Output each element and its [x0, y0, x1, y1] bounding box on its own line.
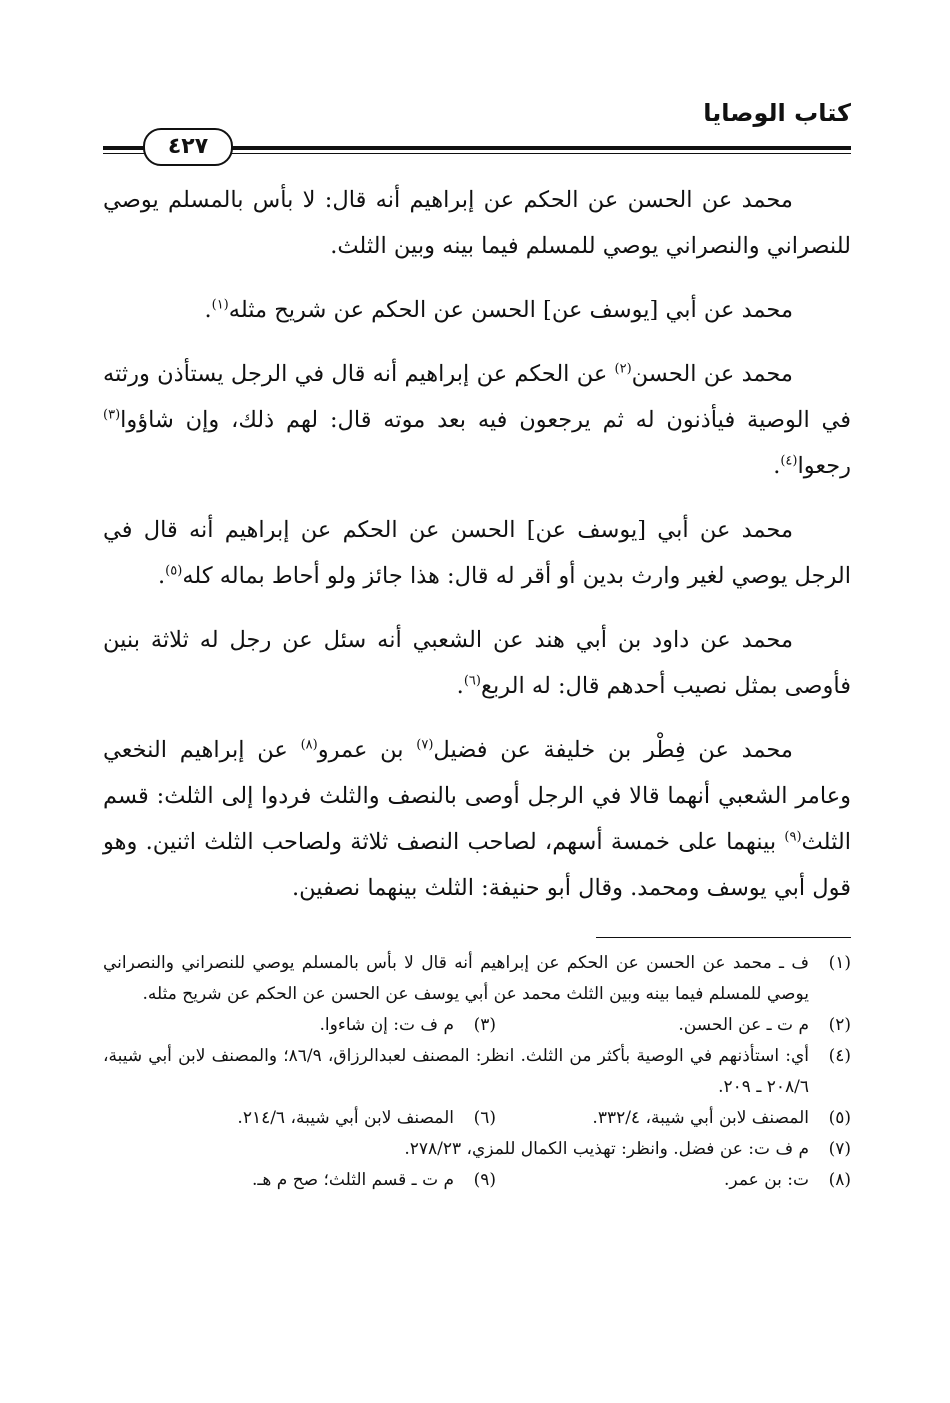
- footnote-marker: (٦): [463, 673, 481, 689]
- paragraph: محمد عن أبي [يوسف عن] الحسن عن الحكم عن إبراهيم أنه قال في الرجل يوصي لغير وارث بدين أو أقر له قال: هذا جائز ولو أحاط بماله كله$^{(٥)}$.: [103, 517, 851, 589]
- footnote-number: (٧): [828, 1139, 851, 1159]
- footnote-marker: (٧): [416, 737, 434, 753]
- footnote-number: (٣): [473, 1015, 496, 1035]
- footnote-8: [496, 1165, 851, 1196]
- page-header: [103, 95, 851, 157]
- footnote-number: (٤): [828, 1046, 851, 1066]
- footnote-marker: (٤): [780, 453, 798, 469]
- footnote-marker: (١): [211, 297, 229, 313]
- footnote-text: ت: بن عمر.: [724, 1170, 809, 1190]
- paragraph: محمد عن أبي [يوسف عن] الحسن عن الحكم عن شريح مثله$^{(١)}$.: [204, 297, 793, 323]
- footnote-text: م ت ـ عن الحسن.: [678, 1015, 809, 1035]
- book-title: كتاب الوصايا: [703, 99, 851, 127]
- footnote-marker: (٨): [300, 737, 318, 753]
- book-page: [103, 95, 851, 1196]
- footnotes-divider: [596, 937, 851, 938]
- footnote-text: م ت ـ قسم الثلث؛ صح م هـ.: [252, 1170, 454, 1190]
- footnote-number: (٩): [473, 1170, 496, 1190]
- footnote-number: (١): [828, 953, 851, 973]
- footnote-6: [103, 1103, 496, 1134]
- footnote-row: [103, 1165, 851, 1196]
- paragraph: محمد عن داود بن أبي هند عن الشعبي أنه سئل عن رجل له ثلاثة بنين فأوصى بمثل نصيب أحدهم قال: له الربع$^{(٦)}$.: [103, 627, 851, 699]
- footnote-text: أي: استأذنهم في الوصية بأكثر من الثلث. انظر: المصنف لعبدالرزاق، ٨٦/٩؛ والمصنف لابن أبي شيبة، ٢٠٨/٦ ـ ٢٠٩.: [103, 1046, 809, 1097]
- footnote-row: [103, 1103, 851, 1134]
- footnote-text: المصنف لابن أبي شيبة، ٣٣٢/٤.: [592, 1108, 809, 1128]
- footnotes: [103, 948, 851, 1196]
- footnote-text: م ف ت: عن فضل. وانظر: تهذيب الكمال للمزي، ٢٧٨/٢٣.: [404, 1139, 809, 1159]
- paragraph: محمد عن الحسن$^{(٢)}$ عن الحكم عن إبراهيم أنه قال في الرجل يستأذن ورثته في الوصية فيأذنون له ثم يرجعون فيه بعد موته قال: لهم ذلك، وإن شاؤوا$^{(٣)}$ رجعوا$^{(٤)}$.: [103, 361, 851, 479]
- footnote-text: ف ـ محمد عن الحسن عن الحكم عن إبراهيم أنه قال لا بأس بالمسلم يوصي للنصراني والنصراني يوصي للمسلم فيما بينه وبين الثلث محمد عن أبي يوسف عن الحسن عن الحكم عن شريح مثله.: [103, 953, 809, 1004]
- footnote-5: [496, 1103, 851, 1134]
- footnote-number: (٦): [473, 1108, 496, 1128]
- footnote-7: [103, 1134, 851, 1165]
- footnote-number: (٢): [828, 1015, 851, 1035]
- footnote-text: م ف ت: إن شاءوا.: [319, 1015, 454, 1035]
- footnote-number: (٨): [828, 1170, 851, 1190]
- page-number: ٤٢٧: [143, 128, 233, 166]
- paragraph: محمد عن الحسن عن الحكم عن إبراهيم أنه قال: لا بأس بالمسلم يوصي للنصراني والنصراني يوصي للمسلم فيما بينه وبين الثلث.: [103, 187, 851, 259]
- footnote-2: [496, 1010, 851, 1041]
- main-text: [103, 177, 851, 911]
- footnote-marker: (٢): [614, 361, 632, 377]
- footnote-number: (٥): [828, 1108, 851, 1128]
- footnote-1: [103, 948, 851, 1010]
- footnote-4: [103, 1041, 851, 1103]
- footnote-9: [103, 1165, 496, 1196]
- footnote-marker: (٥): [165, 563, 183, 579]
- footnote-text: المصنف لابن أبي شيبة، ٢١٤/٦.: [237, 1108, 454, 1128]
- footnote-marker: (٩): [784, 829, 802, 845]
- footnote-3: [103, 1010, 496, 1041]
- footnote-marker: (٣): [103, 407, 121, 423]
- paragraph: محمد عن فِطْر بن خليفة عن فضيل$^{(٧)}$ بن عمرو$^{(٨)}$ عن إبراهيم النخعي وعامر الشعبي أنهما قالا في الرجل أوصى بالنصف والثلث فردوا إلى الثلث: قسم الثلث$^{(٩)}$ بينهما على خمسة أسهم، لصاحب النصف ثلاثة ولصاحب الثلث اثنين. وهو قول أبي يوسف ومحمد. وقال أبو حنيفة: الثلث بينهما نصفين.: [103, 737, 851, 901]
- footnote-row: [103, 1010, 851, 1041]
